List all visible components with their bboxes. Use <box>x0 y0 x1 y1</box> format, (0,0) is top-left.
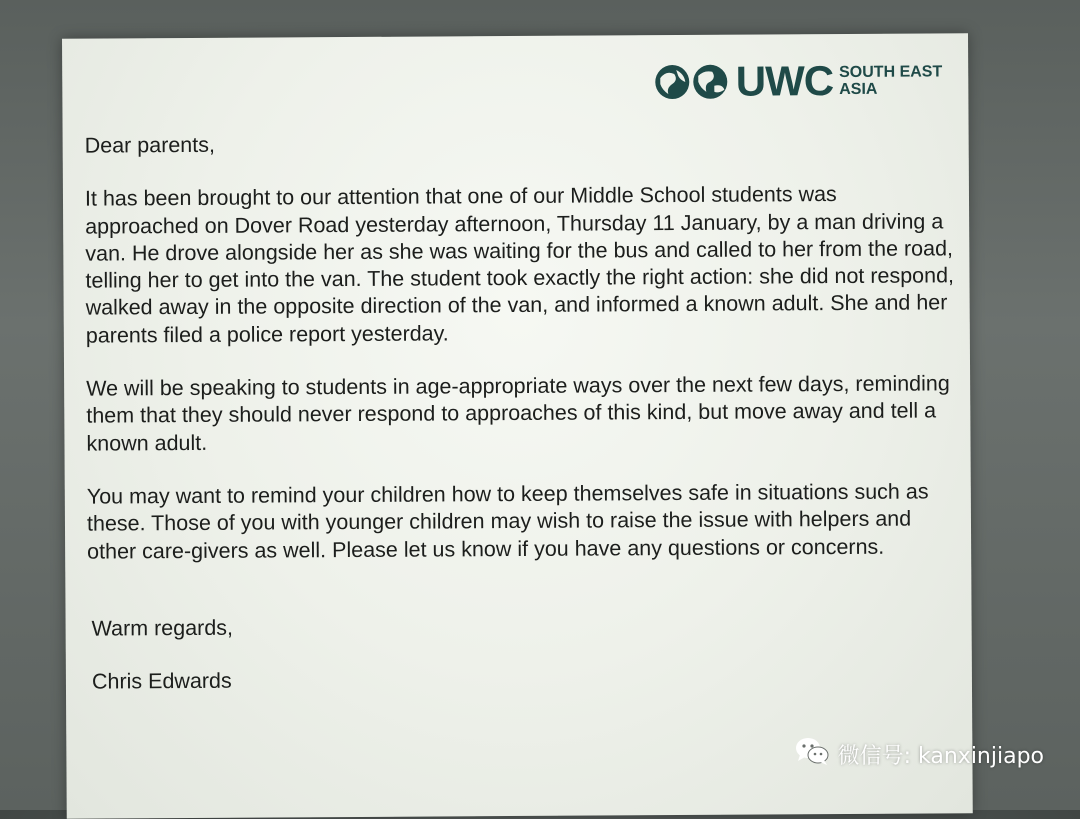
watermark-text: 微信号: kanxinjiapo <box>837 743 1044 769</box>
closing: Warm regards, <box>91 615 234 641</box>
letter-body <box>85 127 958 696</box>
uwc-globes-icon <box>652 62 732 102</box>
salutation: Dear parents, <box>84 132 215 158</box>
uwc-logo <box>652 59 943 103</box>
logo-region-line2: ASIA <box>839 80 878 99</box>
paragraph-school-action: We will be speaking to students in age-appropriate ways over the next few days, reminding them that they should never respond to approaches of this kind, but move away and tell a known adult. <box>86 371 950 456</box>
logo-wordmark: UWC <box>735 57 834 105</box>
wechat-icon <box>794 736 830 772</box>
signature-name: Chris Edwards <box>91 668 232 694</box>
paragraph-parent-advice: You may want to remind your children how to keep themselves safe in situations such as these. Those of you with younger children may wish to raise the issue with helpers and other care-givers as well. Please let us know if you have any questions or concerns. <box>86 479 929 564</box>
logo-region-line1: SOUTH EAST <box>839 63 943 82</box>
wechat-watermark <box>794 736 1044 772</box>
logo-region <box>839 63 942 98</box>
paragraph-incident: It has been brought to our attention that one of our Middle School students was approached on Dover Road yesterday afternoon, Thursday 11 January, by a man driving a van. He drove alongside her as she was waiting for the bus and called to her from the road, telling her to get into the van. The student took exactly the right action: she did not respond, walked away in the opposite direction of the van, and informed a known adult. She and her parents filed a police report yesterday. <box>84 182 955 348</box>
letter-document <box>62 33 973 819</box>
